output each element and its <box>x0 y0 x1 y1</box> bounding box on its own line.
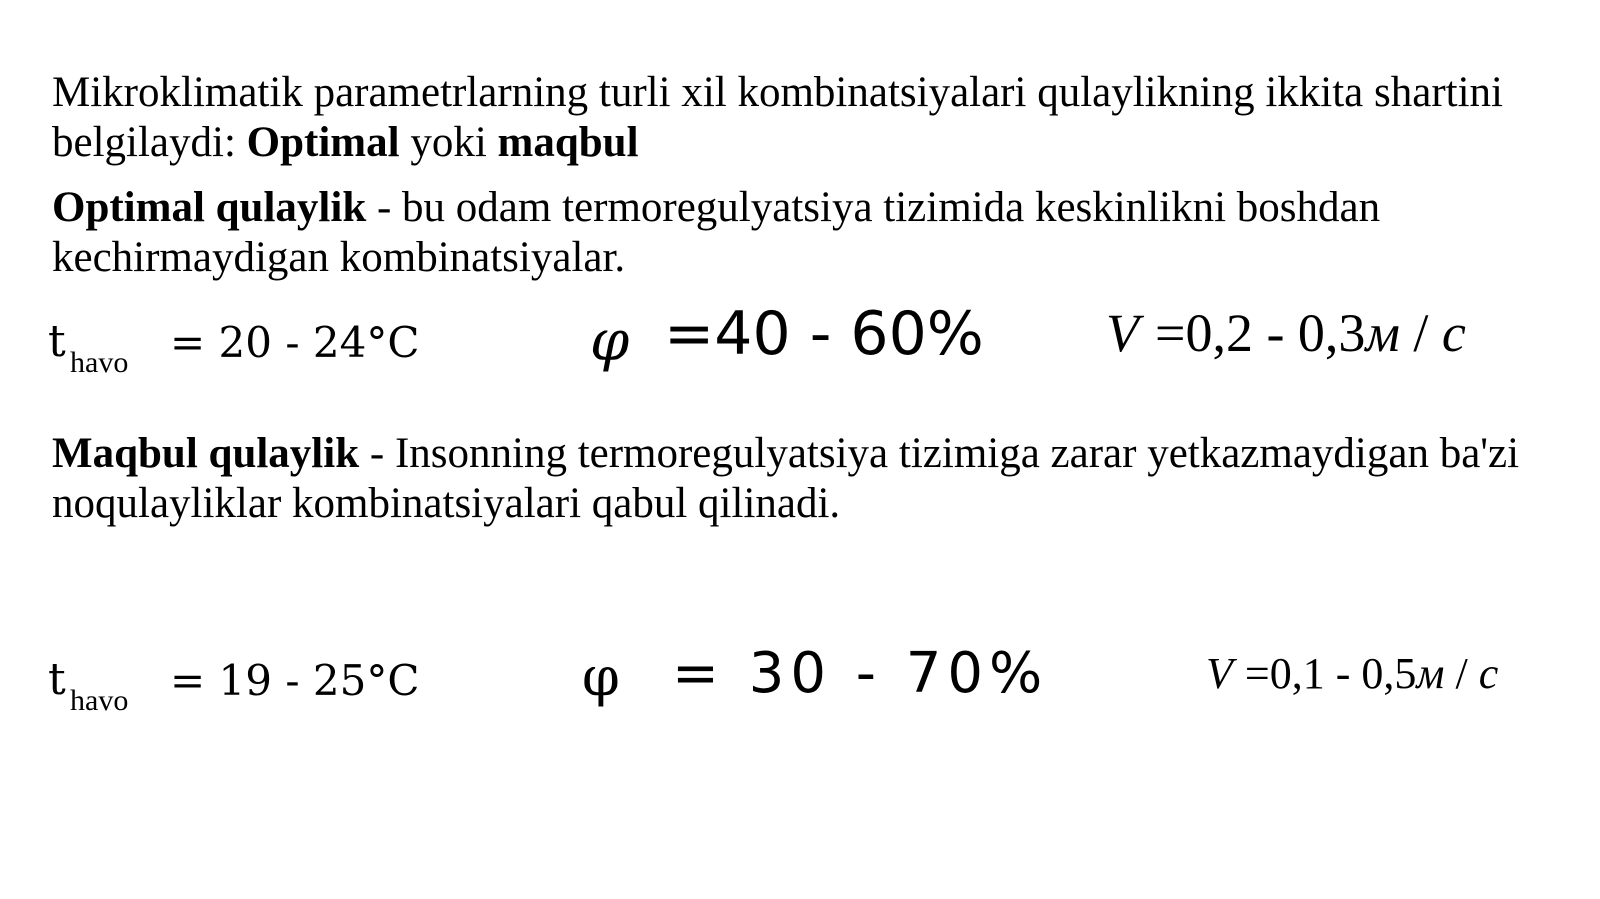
temperature-subscript: havo <box>70 346 129 379</box>
velocity-unit-separator: / <box>1399 303 1442 363</box>
optimal-formula-row <box>0 300 1600 390</box>
humidity-range: = 30 - 70% <box>672 641 1049 706</box>
velocity-range: =0,1 - 0,5 <box>1244 649 1417 698</box>
humidity-symbol: φ <box>590 309 630 374</box>
velocity-unit-separator: / <box>1444 649 1479 698</box>
intro-paragraph <box>52 68 1552 168</box>
velocity-formula <box>1106 303 1466 363</box>
velocity-symbol: V <box>1106 303 1139 363</box>
temperature-range: = 19 - 25°C <box>170 656 420 705</box>
acceptable-term: Maqbul qulaylik <box>52 430 360 477</box>
velocity-unit-c: c <box>1478 649 1499 698</box>
acceptable-definition-text: - Insonning termoregulyatsiya tizimiga zarar yetkazmaydigan ba'zi noqulayliklar kombinatsiyalari qabul qilinadi. <box>52 430 1520 527</box>
velocity-range: =0,2 - 0,3 <box>1155 303 1366 363</box>
velocity-unit-m: м <box>1416 649 1445 698</box>
humidity-symbol: φ <box>582 645 620 708</box>
intro-maqbul-word: maqbul <box>497 119 639 166</box>
intro-text: Mikroklimatik parametrlarning turli xil kombinatsiyalari qulaylikning ikkita shartini belgilaydi: <box>52 69 1503 166</box>
temperature-symbol: t <box>48 654 66 705</box>
temperature-range: = 20 - 24°C <box>170 318 420 367</box>
velocity-formula <box>1206 649 1499 698</box>
intro-joiner: yoki <box>399 119 498 166</box>
humidity-range: =40 - 60% <box>664 299 984 369</box>
acceptable-formula-row <box>0 638 1600 728</box>
intro-optimal-word: Optimal <box>246 119 400 166</box>
acceptable-definition <box>52 429 1552 529</box>
velocity-symbol: V <box>1206 649 1233 698</box>
velocity-unit-c: c <box>1441 303 1466 363</box>
optimal-definition-text: - bu odam termoregulyatsiya tizimida keskinlikni boshdan kechirmaydigan kombinatsiyalar. <box>52 184 1381 281</box>
velocity-unit-m: м <box>1365 303 1400 363</box>
optimal-definition <box>52 183 1552 283</box>
temperature-symbol: t <box>48 316 66 367</box>
temperature-subscript: havo <box>70 684 129 717</box>
optimal-term: Optimal qulaylik <box>52 184 367 231</box>
